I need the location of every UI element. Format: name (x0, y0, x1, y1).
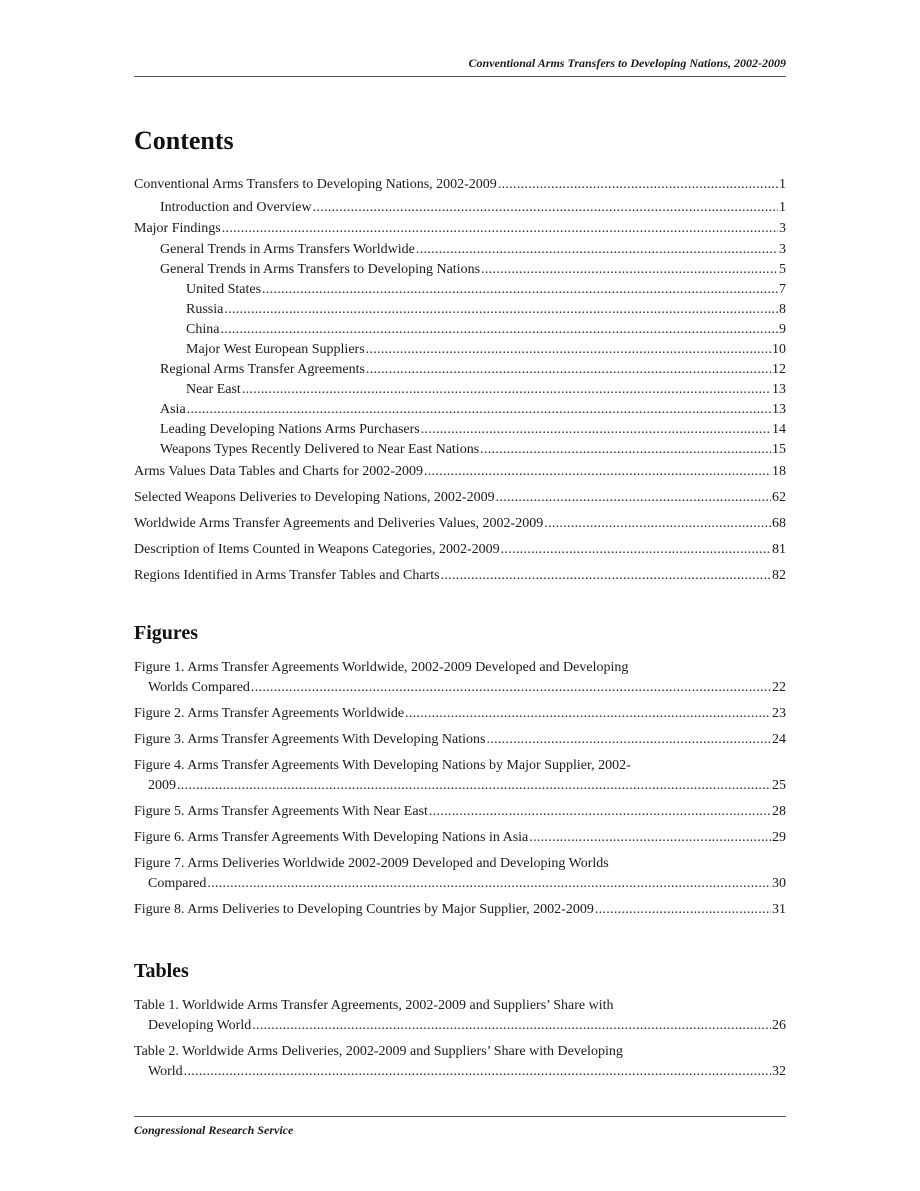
figure-entry[interactable] (134, 854, 786, 894)
toc-entry[interactable] (134, 462, 786, 482)
figure-entry-line1: Figure 1. Arms Transfer Agreements Worldwide, 2002-2009 Developed and Developing (134, 660, 629, 675)
contents-toc (134, 175, 786, 586)
dot-leader (242, 380, 771, 400)
dot-leader (313, 198, 778, 218)
dot-leader (501, 540, 771, 560)
toc-entry[interactable] (134, 175, 786, 195)
dot-leader (207, 874, 771, 894)
dot-leader (224, 300, 778, 320)
table-entry[interactable] (134, 996, 786, 1036)
figure-entry[interactable] (134, 658, 786, 698)
toc-entry-page: 3 (779, 221, 786, 236)
figure-entry-label: Worlds Compared (148, 680, 250, 695)
toc-entry-page: 13 (772, 402, 786, 417)
figures-list (134, 658, 786, 920)
dot-leader (177, 776, 771, 796)
dot-leader (421, 420, 771, 440)
dot-leader (416, 240, 778, 260)
dot-leader (429, 802, 771, 822)
toc-entry[interactable] (134, 420, 786, 440)
dot-leader (366, 360, 771, 380)
toc-entry[interactable] (134, 566, 786, 586)
figure-entry-line1: Figure 7. Arms Deliveries Worldwide 2002-2009 Developed and Developing Worlds (134, 856, 609, 871)
toc-entry-page: 10 (772, 342, 786, 357)
table-entry-line1: Table 1. Worldwide Arms Transfer Agreements, 2002-2009 and Suppliers’ Share with (134, 998, 614, 1013)
toc-entry-page: 8 (779, 302, 786, 317)
table-entry-page: 26 (772, 1018, 786, 1033)
dot-leader (486, 730, 771, 750)
toc-entry-label: Major Findings (134, 221, 221, 236)
table-entry-label: World (148, 1064, 183, 1079)
toc-entry[interactable] (134, 260, 786, 280)
toc-entry-label: Major West European Suppliers (186, 342, 365, 357)
page-footer (134, 1116, 786, 1138)
toc-entry-label: Asia (160, 402, 186, 417)
dot-leader (405, 704, 771, 724)
table-entry[interactable] (134, 1042, 786, 1082)
footer-source: Congressional Research Service (134, 1123, 294, 1137)
figure-entry[interactable] (134, 756, 786, 796)
toc-entry-label: Regional Arms Transfer Agreements (160, 362, 365, 377)
figure-entry-label: Figure 2. Arms Transfer Agreements Worldwide (134, 706, 405, 721)
dot-leader (441, 566, 771, 586)
toc-entry-label: China (186, 322, 220, 337)
toc-entry-label: Worldwide Arms Transfer Agreements and Deliveries Values, 2002-2009 (134, 516, 544, 531)
dot-leader (481, 260, 778, 280)
dot-leader (187, 400, 771, 420)
figure-entry-page: 29 (772, 830, 786, 845)
toc-entry-label: United States (186, 282, 262, 297)
toc-entry[interactable] (134, 540, 786, 560)
figure-entry-label: 2009 (148, 778, 176, 793)
toc-entry-label: Russia (186, 302, 224, 317)
tables-list (134, 996, 786, 1082)
toc-entry-label: Leading Developing Nations Arms Purchasers (160, 422, 420, 437)
figure-entry-label: Figure 5. Arms Transfer Agreements With Near East (134, 804, 428, 819)
toc-entry-page: 3 (779, 242, 786, 257)
toc-entry-page: 1 (779, 177, 786, 192)
toc-entry[interactable] (134, 240, 786, 260)
figure-entry-page: 30 (772, 876, 786, 891)
toc-entry-label: Conventional Arms Transfers to Developing Nations, 2002-2009 (134, 177, 497, 192)
tables-title: Tables (134, 960, 189, 982)
toc-entry-label: Regions Identified in Arms Transfer Tables and Charts (134, 568, 440, 583)
figure-entry-page: 23 (772, 706, 786, 721)
figure-entry-line1: Figure 4. Arms Transfer Agreements With Developing Nations by Major Supplier, 2002- (134, 758, 631, 773)
table-entry-label: Developing World (148, 1018, 252, 1033)
toc-entry-page: 1 (779, 200, 786, 215)
running-header-title: Conventional Arms Transfers to Developing Nations, 2002-2009 (468, 56, 786, 70)
toc-entry-label: General Trends in Arms Transfers to Developing Nations (160, 262, 481, 277)
dot-leader (496, 488, 771, 508)
toc-entry-page: 62 (772, 490, 786, 505)
table-entry-line1: Table 2. Worldwide Arms Deliveries, 2002-2009 and Suppliers’ Share with Developing (134, 1044, 623, 1059)
dot-leader (251, 678, 771, 698)
toc-entry-page: 13 (772, 382, 786, 397)
figure-entry-page: 25 (772, 778, 786, 793)
toc-entry[interactable] (134, 440, 786, 460)
figures-title: Figures (134, 622, 199, 644)
dot-leader (252, 1016, 771, 1036)
toc-entry-page: 9 (779, 322, 786, 337)
toc-entry[interactable] (134, 300, 786, 320)
dot-leader (595, 900, 771, 920)
table-entry-page: 32 (772, 1064, 786, 1079)
toc-entry-page: 15 (772, 442, 786, 457)
toc-entry-page: 18 (772, 464, 786, 479)
running-header (134, 56, 786, 77)
figure-entry[interactable] (134, 802, 786, 822)
toc-entry-page: 7 (779, 282, 786, 297)
figure-entry-label: Figure 8. Arms Deliveries to Developing Countries by Major Supplier, 2002-2009 (134, 902, 594, 917)
figure-entry[interactable] (134, 828, 786, 848)
figure-entry-page: 22 (772, 680, 786, 695)
dot-leader (184, 1062, 771, 1082)
contents-title: Contents (134, 126, 234, 155)
toc-entry-label: Near East (186, 382, 241, 397)
dot-leader (220, 320, 778, 340)
toc-entry[interactable] (134, 400, 786, 420)
dot-leader (424, 462, 771, 482)
toc-entry-label: Introduction and Overview (160, 200, 312, 215)
toc-entry-label: Weapons Types Recently Delivered to Near East Nations (160, 442, 480, 457)
toc-entry-label: Selected Weapons Deliveries to Developing Nations, 2002-2009 (134, 490, 495, 505)
figure-entry[interactable] (134, 900, 786, 920)
toc-entry-page: 82 (772, 568, 786, 583)
dot-leader (498, 175, 778, 195)
toc-entry-label: Description of Items Counted in Weapons Categories, 2002-2009 (134, 542, 500, 557)
toc-entry-page: 5 (779, 262, 786, 277)
figure-entry-page: 31 (772, 902, 786, 917)
toc-entry[interactable] (134, 320, 786, 340)
toc-entry-page: 81 (772, 542, 786, 557)
toc-entry[interactable] (134, 360, 786, 380)
toc-entry-page: 68 (772, 516, 786, 531)
toc-entry-page: 12 (772, 362, 786, 377)
toc-entry[interactable] (134, 219, 786, 239)
figure-entry-page: 28 (772, 804, 786, 819)
figure-entry[interactable] (134, 730, 786, 750)
dot-leader (544, 514, 771, 534)
toc-entry[interactable] (134, 488, 786, 508)
toc-entry-page: 14 (772, 422, 786, 437)
figure-entry-label: Figure 3. Arms Transfer Agreements With Developing Nations (134, 732, 486, 747)
toc-entry-label: General Trends in Arms Transfers Worldwide (160, 242, 415, 257)
toc-entry-label: Arms Values Data Tables and Charts for 2002-2009 (134, 464, 423, 479)
dot-leader (529, 828, 771, 848)
dot-leader (262, 280, 778, 300)
figure-entry-label: Compared (148, 876, 207, 891)
toc-entry[interactable] (134, 280, 786, 300)
toc-entry[interactable] (134, 380, 786, 400)
figure-entry[interactable] (134, 704, 786, 724)
figure-entry-label: Figure 6. Arms Transfer Agreements With Developing Nations in Asia (134, 830, 529, 845)
dot-leader (480, 440, 771, 460)
figure-entry-page: 24 (772, 732, 786, 747)
toc-entry[interactable] (134, 514, 786, 534)
toc-entry[interactable] (134, 340, 786, 360)
dot-leader (222, 219, 778, 239)
dot-leader (366, 340, 771, 360)
toc-entry[interactable] (134, 198, 786, 218)
